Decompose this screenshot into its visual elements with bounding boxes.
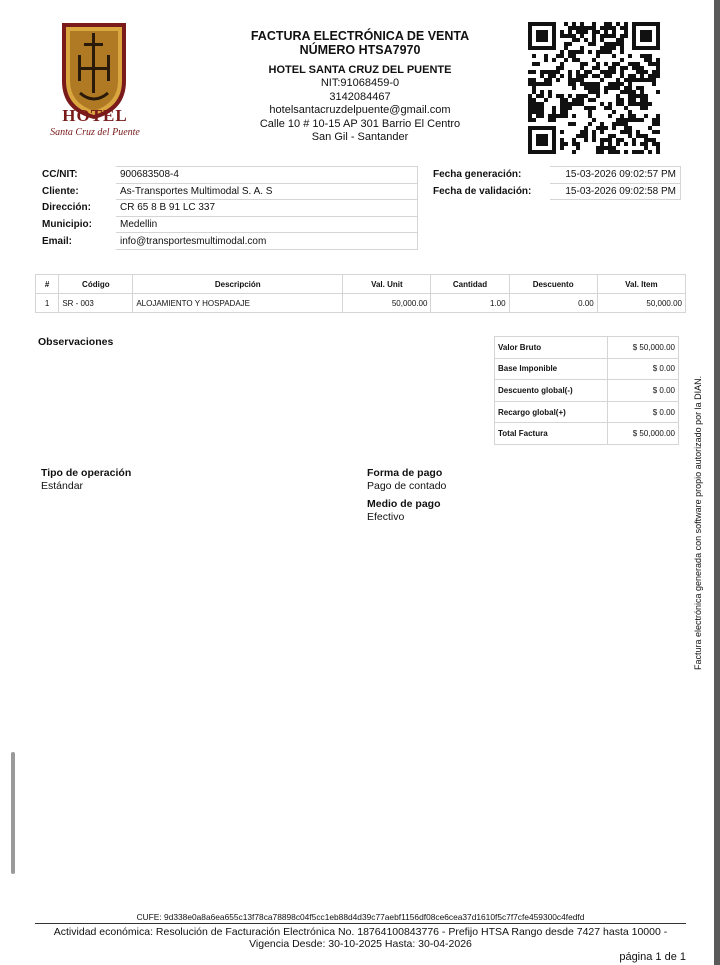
items-cell: 0.00 <box>509 294 597 313</box>
items-cell: 50,000.00 <box>343 294 431 313</box>
client-row <box>38 167 418 184</box>
client-field-label: Municipio: <box>38 216 116 233</box>
items-cell: 1.00 <box>431 294 509 313</box>
client-row <box>38 200 418 217</box>
client-field-label: Cliente: <box>38 183 116 200</box>
client-field-value: Medellin <box>116 216 418 233</box>
client-field-value: CR 65 8 B 91 LC 337 <box>116 200 418 217</box>
client-field-label: Dirección: <box>38 200 116 217</box>
items-table <box>35 274 686 313</box>
footer-divider <box>35 923 686 924</box>
date-value: 15-03-2026 09:02:58 PM <box>550 183 681 200</box>
client-field-value: 900683508-4 <box>116 167 418 184</box>
cufe-code: CUFE: 9d338e0a8a6ea655c13f78ca78898c04f5cc1eb88d4d39c77aebf1156df08ce6cea37d1610f5c7f7cfe459300c4fedfd <box>136 912 585 922</box>
totals-value: $ 0.00 <box>608 401 679 423</box>
totals-table <box>494 336 679 445</box>
client-info-table <box>37 166 418 250</box>
items-cell: 1 <box>36 294 59 313</box>
date-label: Fecha generación: <box>429 167 550 184</box>
items-cell: ALOJAMIENTO Y HOSPADAJE <box>133 294 343 313</box>
client-row <box>38 216 418 233</box>
issuer-nit: NIT:91068459-0 <box>320 77 400 90</box>
issuer-address: Calle 10 # 10-15 AP 301 Barrio El Centro <box>259 117 461 130</box>
date-row <box>429 183 681 200</box>
items-column-header: Descripción <box>133 275 343 294</box>
client-row <box>38 233 418 250</box>
client-field-label: CC/NIT: <box>38 167 116 184</box>
client-field-label: Email: <box>38 233 116 250</box>
totals-label: Valor Bruto <box>495 337 608 359</box>
totals-value: $ 50,000.00 <box>608 337 679 359</box>
items-column-header: Cantidad <box>431 275 509 294</box>
client-field-value: info@transportesmultimodal.com <box>116 233 418 250</box>
totals-row <box>495 380 679 402</box>
footer-line-1: Actividad económica: Resolución de Facturación Electrónica No. 18764100843776 - Prefijo HTSA Rango desde 7427 hasta 10000 - <box>53 926 668 938</box>
invoice-number: NÚMERO HTSA7970 <box>299 42 421 57</box>
footer-resolution <box>35 927 686 950</box>
issuer-email: hotelsantacruzdelpuente@gmail.com <box>269 104 451 117</box>
payment-method-value: Efectivo <box>367 510 405 523</box>
date-value: 15-03-2026 09:02:57 PM <box>550 167 681 184</box>
items-column-header: Val. Item <box>597 275 685 294</box>
totals-row <box>495 358 679 380</box>
items-column-header: Código <box>59 275 133 294</box>
qr-code-icon <box>528 22 660 154</box>
dian-side-note: Factura electrónica generada con software propio autorizado por la DIAN. <box>693 375 703 670</box>
logo-subtitle: Santa Cruz del Puente <box>50 127 140 138</box>
totals-value: $ 50,000.00 <box>608 423 679 445</box>
totals-value: $ 0.00 <box>608 358 679 380</box>
items-column-header: Val. Unit <box>343 275 431 294</box>
dates-table <box>428 166 681 200</box>
totals-label: Descuento global(-) <box>495 380 608 402</box>
operation-type <box>41 467 131 492</box>
issuer-phone: 3142084467 <box>329 90 391 103</box>
observations-label: Observaciones <box>38 336 114 348</box>
date-row <box>429 167 681 184</box>
payment-method-label: Medio de pago <box>367 498 441 510</box>
issuer-city: San Gil - Santander <box>311 131 409 144</box>
totals-label: Recargo global(+) <box>495 401 608 423</box>
totals-row <box>495 401 679 423</box>
totals-row <box>495 423 679 445</box>
items-cell: SR - 003 <box>59 294 133 313</box>
page-number: página 1 de 1 <box>619 951 686 963</box>
items-column-header: Descuento <box>509 275 597 294</box>
items-cell: 50,000.00 <box>597 294 685 313</box>
totals-label: Base Imponible <box>495 358 608 380</box>
totals-row <box>495 337 679 359</box>
client-field-value: As-Transportes Multimodal S. A. S <box>116 183 418 200</box>
invoice-title: FACTURA ELECTRÓNICA DE VENTA <box>250 29 470 43</box>
logo-hotel-word: HOTEL <box>62 106 128 125</box>
operation-type-label: Tipo de operación <box>41 467 132 479</box>
payment-method <box>367 498 441 523</box>
scrollbar-thumb[interactable] <box>11 752 15 874</box>
payment-form-value: Pago de contado <box>367 479 447 492</box>
totals-value: $ 0.00 <box>608 380 679 402</box>
client-row <box>38 183 418 200</box>
logo-text <box>40 106 150 138</box>
issuer-name: HOTEL SANTA CRUZ DEL PUENTE <box>268 64 452 76</box>
date-label: Fecha de validación: <box>429 183 550 200</box>
table-row <box>36 294 686 313</box>
totals-label: Total Factura <box>495 423 608 445</box>
footer-line-2: Vigencia Desde: 30-10-2025 Hasta: 30-04-2026 <box>249 937 472 950</box>
invoice-header <box>230 30 490 144</box>
items-column-header: # <box>36 275 59 294</box>
operation-type-value: Estándar <box>41 479 84 492</box>
payment-form <box>367 467 446 492</box>
payment-form-label: Forma de pago <box>367 467 443 479</box>
